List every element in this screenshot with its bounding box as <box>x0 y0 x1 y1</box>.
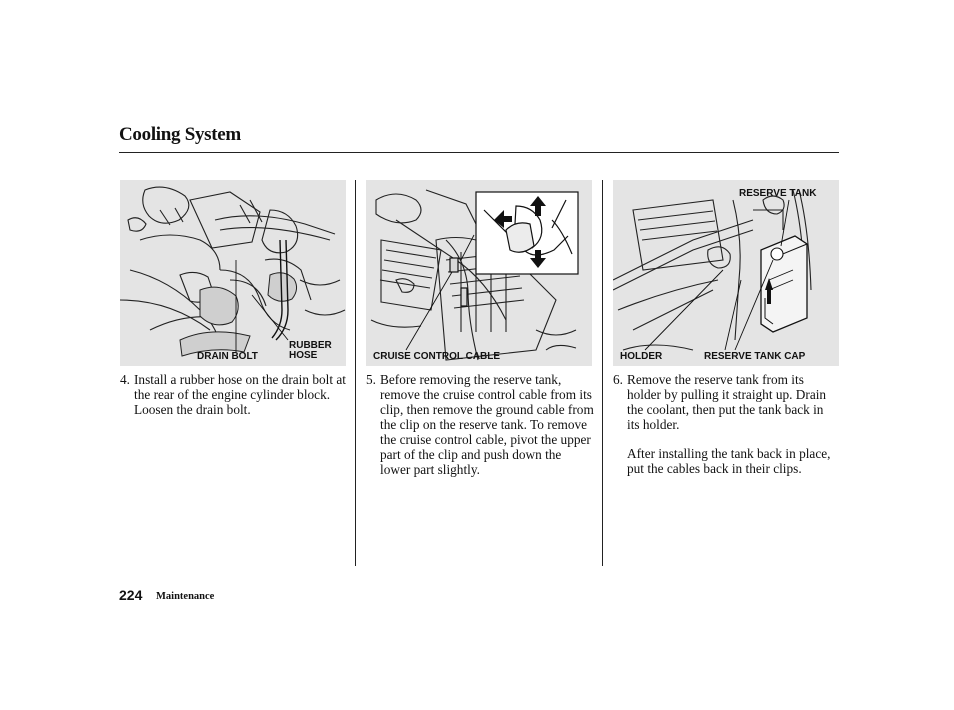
page-number: 224 <box>119 587 143 603</box>
illustration-drain-bolt <box>120 180 346 366</box>
step-number: 4. <box>120 372 130 387</box>
step-text: Install a rubber hose on the drain bolt at the rear of the engine cylinder block. Loosen the drain bolt. <box>134 372 346 417</box>
step-text-followup: After installing the tank back in place, put the cables back in their clips. <box>627 446 831 476</box>
callout-hose: HOSE <box>289 350 318 361</box>
column-divider-2 <box>602 180 603 566</box>
column-divider-1 <box>355 180 356 566</box>
step-number: 5. <box>366 372 376 387</box>
step-5 <box>366 372 594 491</box>
callout-drain-bolt: DRAIN BOLT <box>197 351 258 362</box>
step-number: 6. <box>613 372 623 387</box>
section-name: Maintenance <box>156 591 215 602</box>
callout-reserve-tank-cap: RESERVE TANK CAP <box>704 351 806 362</box>
page-title: Cooling System <box>119 124 241 145</box>
engine-drain-drawing <box>120 180 346 366</box>
callout-holder: HOLDER <box>620 351 663 362</box>
reserve-tank-drawing <box>613 180 839 366</box>
cruise-cable-drawing <box>366 180 592 366</box>
illustration-cruise-cable <box>366 180 592 366</box>
callout-reserve-tank: RESERVE TANK <box>739 188 817 199</box>
title-rule <box>119 152 839 153</box>
step-text: Before removing the reserve tank, remove the cruise control cable from its clip, then remove the ground cable from the clip on the reserve tank. To remove the cruise control cable, pivot the upper part of the clip and push down the lower part slightly. <box>380 372 594 477</box>
step-text: Remove the reserve tank from its holder by pulling it straight up. Drain the coolant, then put the tank back in its holder. <box>627 372 827 432</box>
illustration-reserve-tank <box>613 180 839 366</box>
step-6 <box>613 372 839 490</box>
step-4 <box>120 372 346 431</box>
callout-rubber: RUBBER <box>289 340 332 351</box>
callout-cruise-control-cable: CRUISE CONTROL CABLE <box>373 351 501 362</box>
